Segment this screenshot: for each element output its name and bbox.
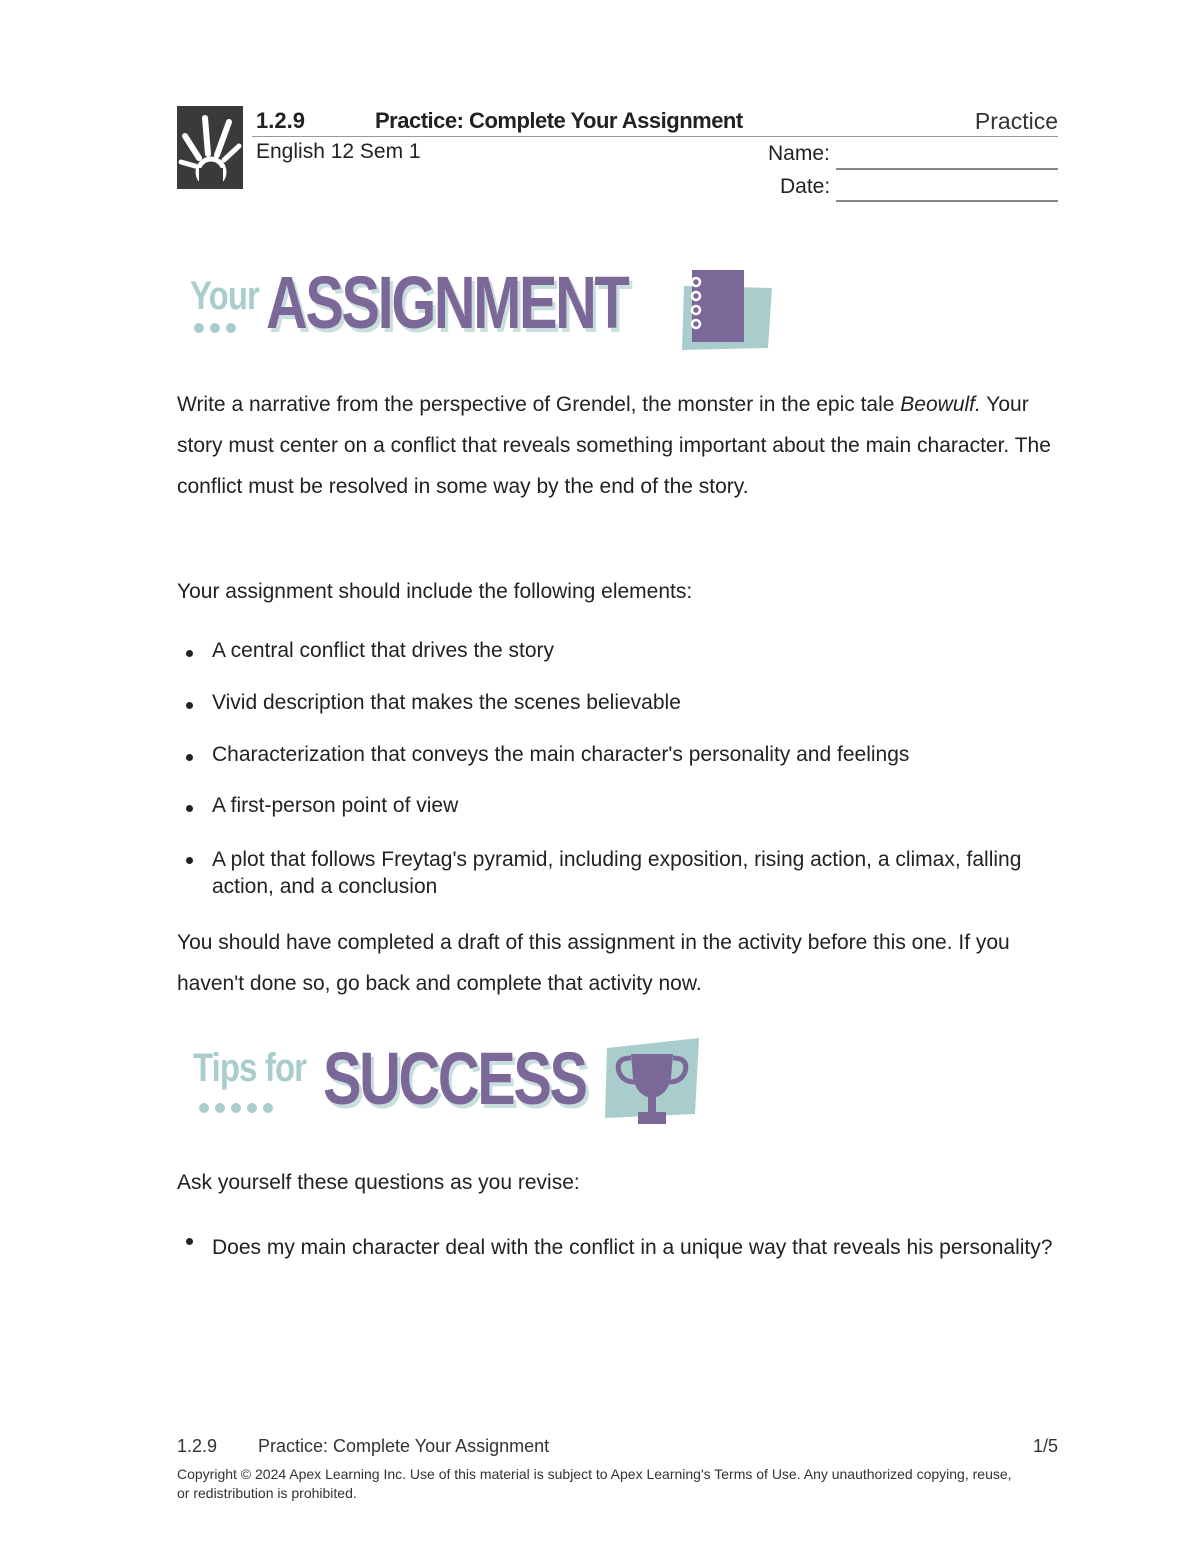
name-label: Name:	[768, 142, 830, 165]
banner-dots	[199, 1100, 279, 1118]
banner-big-text: SUCCESS	[323, 1037, 586, 1120]
assignment-description	[177, 384, 1067, 507]
list-item: A first-person point of view	[177, 794, 1067, 846]
banner-big-text: ASSIGNMENT	[266, 261, 628, 344]
draft-note: You should have completed a draft of this assignment in the activity before this one. If you haven't done so, go back and complete that activity now.	[177, 931, 1010, 995]
header-rule	[252, 136, 1058, 137]
name-field[interactable]	[836, 168, 1058, 170]
trophy-icon	[603, 1038, 703, 1135]
notebook-icon	[674, 268, 774, 357]
list-item: A central conflict that drives the story	[177, 639, 1067, 691]
banner-small-text: Tips for	[193, 1046, 307, 1090]
list-item: A plot that follows Freytag's pyramid, including exposition, rising action, a climax, falling action, and a conclusion	[177, 846, 1067, 900]
tips-list	[177, 1227, 1067, 1268]
apex-logo	[177, 106, 243, 189]
date-field[interactable]	[836, 200, 1058, 202]
description-text-rest: Your story must center on a conflict that reveals something important about the main character. The conflict must be resolved in some way by the end of the story.	[177, 393, 1051, 498]
elements-lead: Your assignment should include the following elements:	[177, 580, 693, 603]
page-number: 1/5	[1032, 1436, 1058, 1456]
footer-lesson-code: 1.2.9	[177, 1436, 218, 1456]
list-item: Does my main character deal with the conflict in a unique way that reveals his personality?	[177, 1227, 1067, 1268]
description-book-title: Beowulf.	[900, 393, 981, 416]
tips-banner	[193, 1038, 713, 1128]
tips-lead: Ask yourself these questions as you revise:	[177, 1171, 580, 1194]
description-text: Write a narrative from the perspective of Grendel, the monster in the epic tale	[177, 393, 901, 416]
page-title: Practice: Complete Your Assignment	[375, 108, 743, 133]
copyright-notice: Copyright © 2024 Apex Learning Inc. Use of this material is subject to Apex Learning's Terms of Use. Any unauthorized copying, reuse, or redistribution is prohibited.	[177, 1466, 1012, 1501]
list-item: Characterization that conveys the main character's personality and feelings	[177, 743, 1067, 794]
date-label: Date:	[780, 175, 831, 198]
footer-title: Practice: Complete Your Assignment	[258, 1436, 550, 1456]
course-name: English 12 Sem 1	[256, 140, 421, 163]
activity-type: Practice	[974, 108, 1058, 134]
lesson-code: 1.2.9	[256, 108, 305, 133]
elements-list	[177, 639, 1067, 900]
list-item: Vivid description that makes the scenes believable	[177, 691, 1067, 743]
assignment-banner	[188, 261, 788, 358]
banner-dots	[194, 320, 242, 338]
banner-small-text: Your	[190, 274, 260, 318]
